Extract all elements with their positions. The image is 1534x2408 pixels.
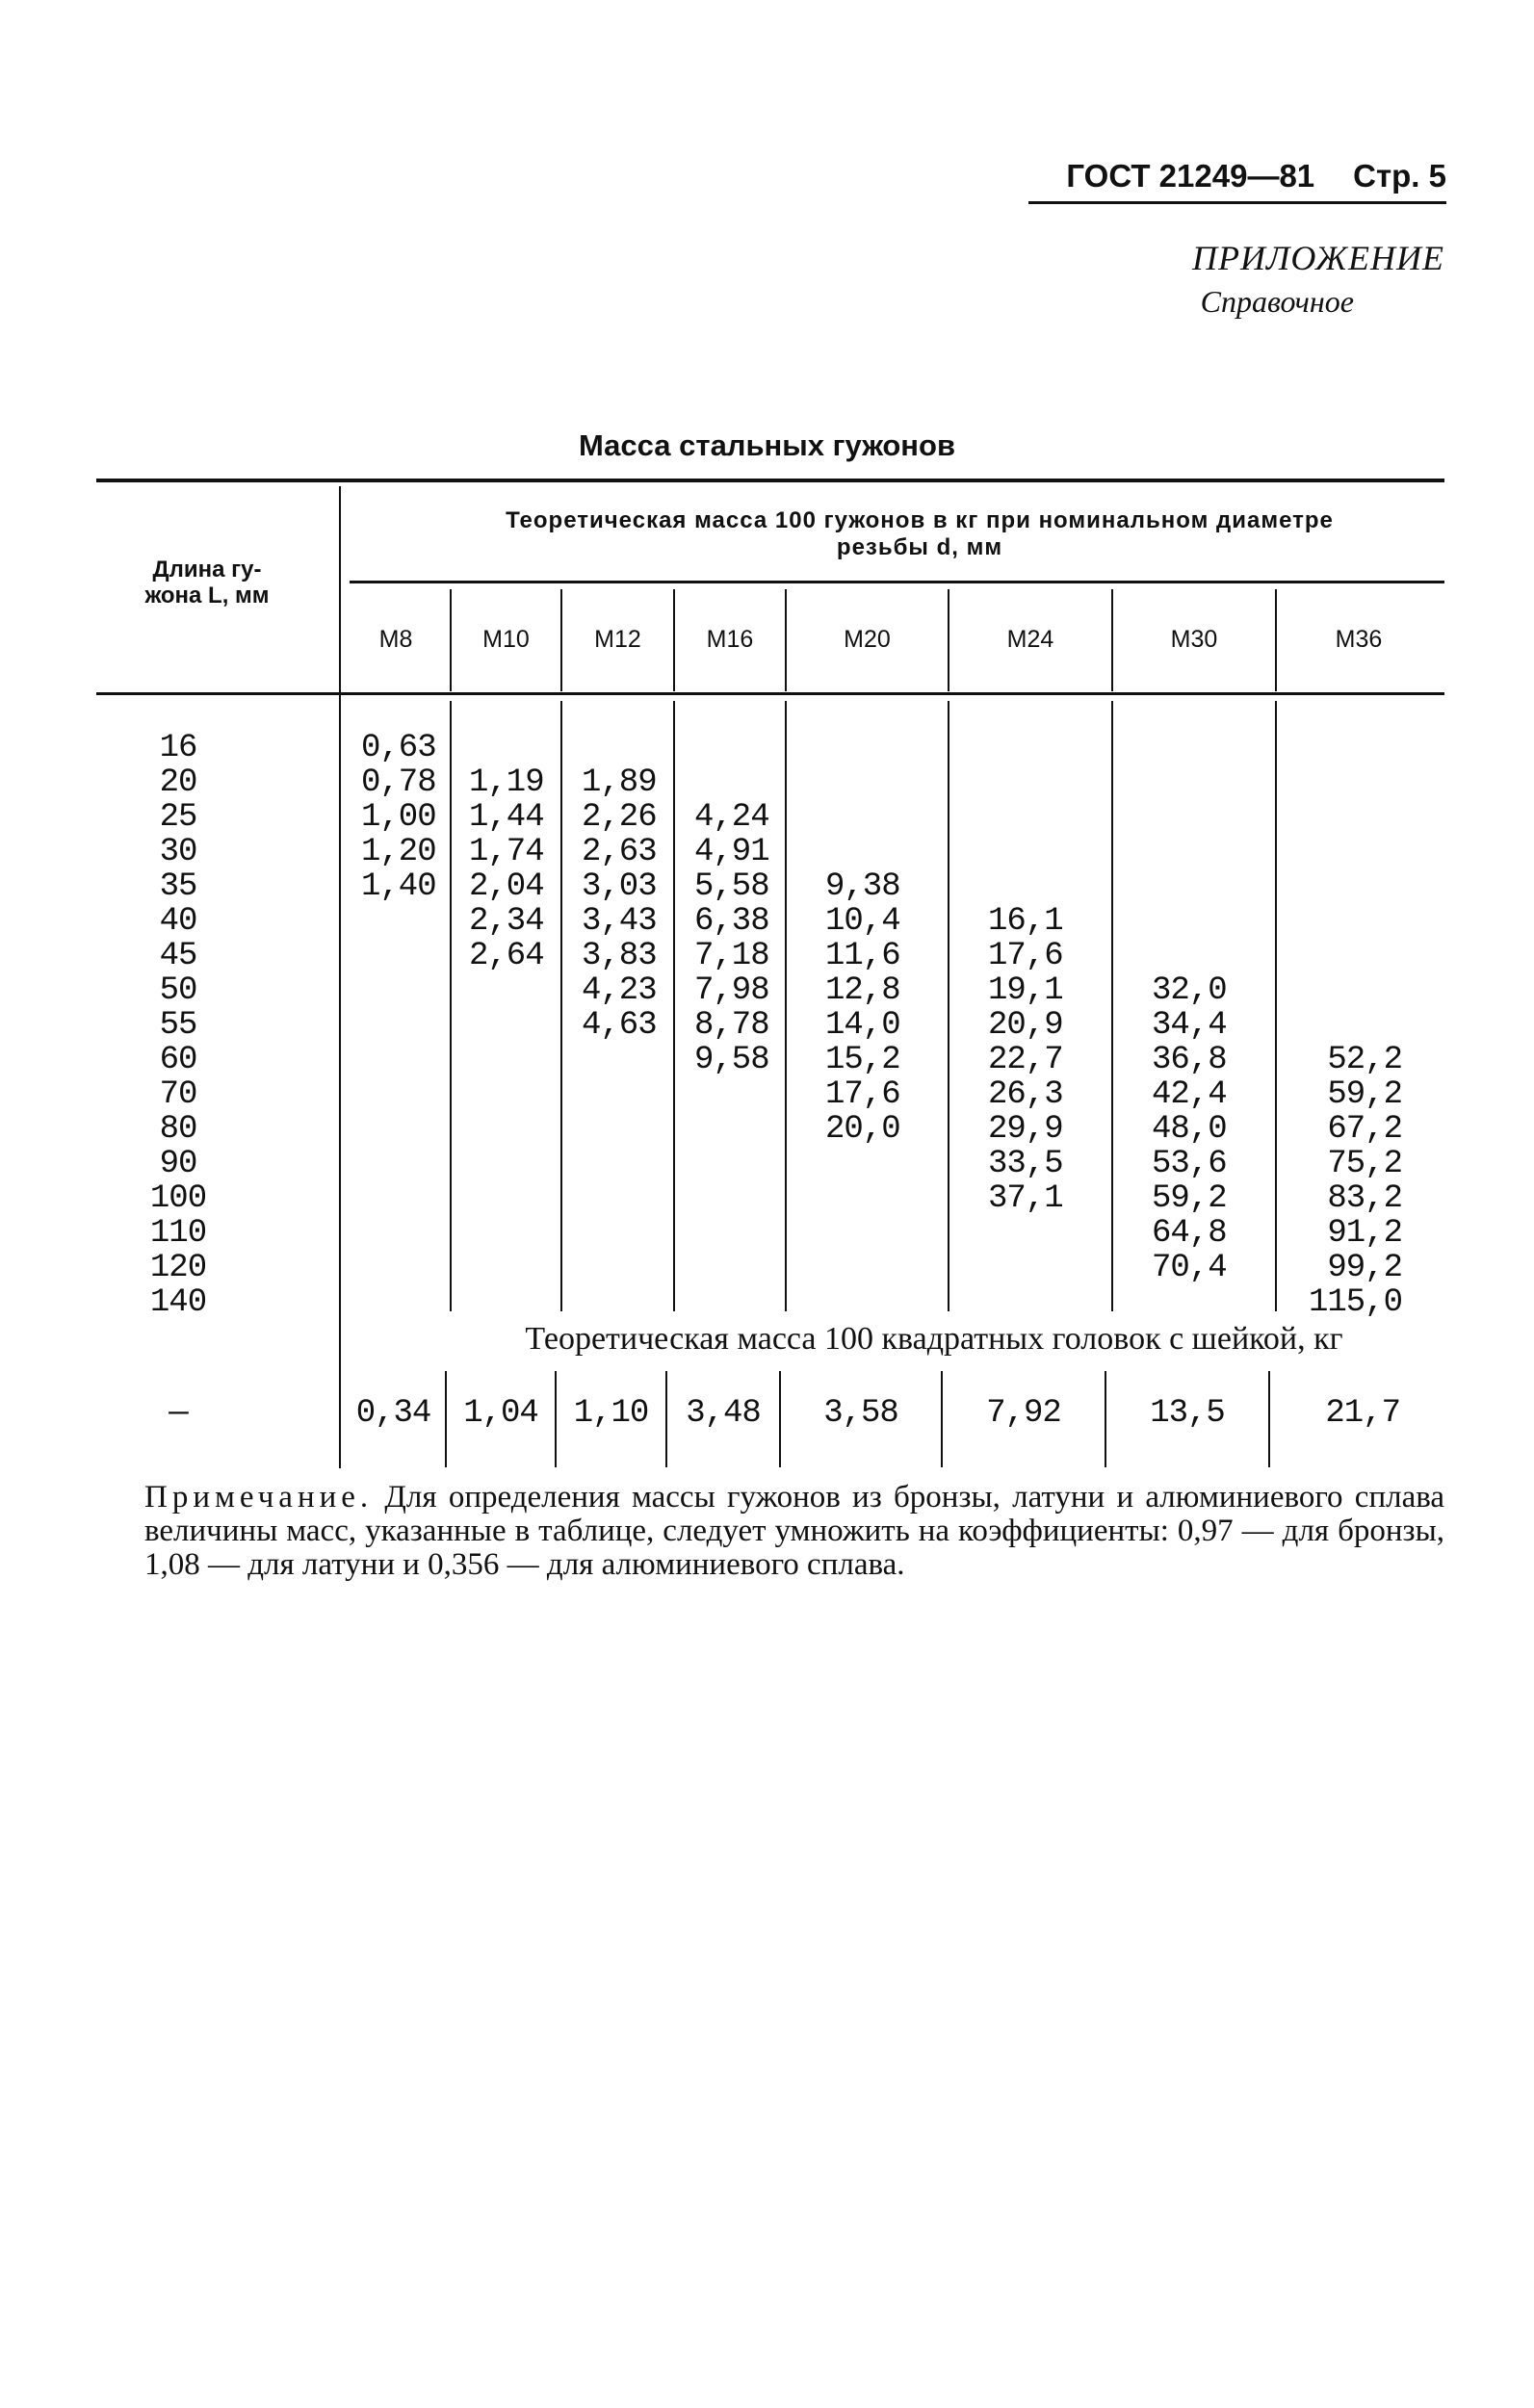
table-cell: 2,04 xyxy=(469,868,544,905)
table-cell: 12,8 xyxy=(825,972,900,1009)
header-rule xyxy=(1028,201,1446,204)
table-cell: 17,6 xyxy=(988,938,1063,974)
table-cell: 7,18 xyxy=(694,938,769,974)
table-cell: 52,2 xyxy=(1327,1042,1402,1078)
row-length: 25 xyxy=(159,799,197,836)
table-cell: 10,4 xyxy=(825,903,900,940)
head-row-value: 1,04 xyxy=(463,1395,538,1432)
table-cell: 70,4 xyxy=(1152,1250,1227,1286)
table-cell: 1,74 xyxy=(469,834,544,870)
row-length: 16 xyxy=(159,730,197,766)
table-cell: 91,2 xyxy=(1327,1215,1402,1252)
length-column-header xyxy=(96,557,318,608)
table-cell: 2,34 xyxy=(469,903,544,940)
table-cell: 67,2 xyxy=(1327,1111,1402,1148)
table-cell: 48,0 xyxy=(1152,1111,1227,1148)
table-cell: 1,20 xyxy=(361,834,436,870)
head-row-value: 3,58 xyxy=(823,1395,898,1432)
table-cell: 15,2 xyxy=(825,1042,900,1078)
note-text: Для определения массы гужонов из бронзы, латуни и алюминиевого сплава величины масс, указанные в таблице, следует умножить на коэффициенты: 0,97 — для бронзы, 1,08 — для латуни и 0,356 — для алюминиевого сплава. xyxy=(144,1480,1445,1582)
table-cell: 2,64 xyxy=(469,938,544,974)
header-split-rule xyxy=(350,581,1444,583)
table-cell: 42,4 xyxy=(1152,1076,1227,1113)
size-header-m36: М36 xyxy=(1335,626,1383,653)
table-cell: 14,0 xyxy=(825,1007,900,1044)
row-length: 100 xyxy=(149,1180,207,1217)
column-separator xyxy=(339,486,341,1468)
length-header-text: Длина гу- жона L, мм xyxy=(144,557,270,608)
row-length: 45 xyxy=(159,938,197,974)
table-cell: 3,43 xyxy=(582,903,657,940)
table-cell: 17,6 xyxy=(825,1076,900,1113)
table-cell: 3,83 xyxy=(582,938,657,974)
table-note xyxy=(144,1481,1444,1582)
table-cell: 26,3 xyxy=(988,1076,1063,1113)
table-cell: 1,00 xyxy=(361,799,436,836)
table-cell: 1,44 xyxy=(469,799,544,836)
note-label: Примечание. xyxy=(144,1480,374,1515)
row-length: 50 xyxy=(159,972,197,1009)
table-cell: 4,24 xyxy=(694,799,769,836)
row-length: 110 xyxy=(149,1215,207,1252)
table-cell: 75,2 xyxy=(1327,1146,1402,1182)
appendix-label: ПРИЛОЖЕНИЕ xyxy=(1192,239,1444,277)
table-cell: 6,38 xyxy=(694,903,769,940)
table-cell: 59,2 xyxy=(1327,1076,1402,1113)
mass-header-text: Теоретическая масса 100 гужонов в кг при номинальном диаметре резьбы d, мм xyxy=(506,507,1334,560)
row-length: 80 xyxy=(159,1111,197,1148)
row-length: 40 xyxy=(159,903,197,940)
size-header-m8: М8 xyxy=(378,626,413,653)
head-row-value: 0,34 xyxy=(355,1395,431,1432)
table-cell: 5,58 xyxy=(694,868,769,905)
table-cell: 1,40 xyxy=(361,868,436,905)
table-cell: 0,78 xyxy=(361,764,436,801)
table-cell: 9,38 xyxy=(825,868,900,905)
table-cell: 7,98 xyxy=(694,972,769,1009)
row-length: 60 xyxy=(159,1042,197,1078)
table-cell: 20,0 xyxy=(825,1111,900,1148)
table-cell: 1,19 xyxy=(469,764,544,801)
size-header-m10: М10 xyxy=(482,626,530,653)
table-cell: 8,78 xyxy=(694,1007,769,1044)
row-length: 20 xyxy=(159,764,197,801)
table-cell: 53,6 xyxy=(1152,1146,1227,1182)
table-cell: 4,91 xyxy=(694,834,769,870)
table-cell: 37,1 xyxy=(988,1180,1063,1217)
mass-column-header xyxy=(404,507,1435,561)
row-length: 140 xyxy=(149,1284,207,1321)
table-cell: 2,26 xyxy=(582,799,657,836)
table-cell: 32,0 xyxy=(1152,972,1227,1009)
head-row-value: 7,92 xyxy=(986,1395,1061,1432)
size-header-m24: М24 xyxy=(1006,626,1054,653)
page-number: Стр. 5 xyxy=(1353,158,1446,194)
table-cell: 11,6 xyxy=(825,938,900,974)
table-cell: 59,2 xyxy=(1152,1180,1227,1217)
size-header-m12: М12 xyxy=(594,626,641,653)
table-cell: 0,63 xyxy=(361,730,436,766)
table-cell: 34,4 xyxy=(1152,1007,1227,1044)
row-length: 30 xyxy=(159,834,197,870)
row-length: 120 xyxy=(149,1250,207,1286)
table-cell: 2,63 xyxy=(582,834,657,870)
row-length: 35 xyxy=(159,868,197,905)
appendix-type: Справочное xyxy=(1200,284,1354,319)
size-header-m30: М30 xyxy=(1170,626,1218,653)
doc-code: ГОСТ 21249—81 xyxy=(1066,158,1315,194)
table-cell: 9,58 xyxy=(694,1042,769,1078)
table-cell: 16,1 xyxy=(988,903,1063,940)
table-title: Масса стальных гужонов xyxy=(578,428,955,462)
size-header-m16: М16 xyxy=(706,626,754,653)
table-cell: 64,8 xyxy=(1152,1215,1227,1252)
head-row-length: — xyxy=(169,1395,188,1432)
table-cell: 22,7 xyxy=(988,1042,1063,1078)
head-row-value: 3,48 xyxy=(686,1395,761,1432)
document-header xyxy=(1025,157,1446,195)
table-cell: 83,2 xyxy=(1327,1180,1402,1217)
head-row-value: 1,10 xyxy=(573,1395,649,1432)
table-cell: 33,5 xyxy=(988,1146,1063,1182)
table-cell: 36,8 xyxy=(1152,1042,1227,1078)
row-length: 90 xyxy=(159,1146,197,1182)
table-cell: 20,9 xyxy=(988,1007,1063,1044)
table-cell: 4,23 xyxy=(582,972,657,1009)
head-row-value: 21,7 xyxy=(1325,1395,1400,1432)
size-header-m20: М20 xyxy=(844,626,891,653)
head-row-value: 13,5 xyxy=(1150,1395,1225,1432)
table-top-rule xyxy=(96,479,1444,482)
header-bottom-rule xyxy=(96,692,1444,695)
table-cell: 99,2 xyxy=(1327,1250,1402,1286)
table-cell: 115,0 xyxy=(1308,1284,1402,1321)
table-cell: 3,03 xyxy=(582,868,657,905)
row-length: 55 xyxy=(159,1007,197,1044)
table-cell: 4,63 xyxy=(582,1007,657,1044)
head-mass-caption: Теоретическая масса 100 квадратных головок с шейкой, кг xyxy=(525,1321,1343,1357)
row-length: 70 xyxy=(159,1076,197,1113)
table-cell: 29,9 xyxy=(988,1111,1063,1148)
table-cell: 19,1 xyxy=(988,972,1063,1009)
table-cell: 1,89 xyxy=(582,764,657,801)
